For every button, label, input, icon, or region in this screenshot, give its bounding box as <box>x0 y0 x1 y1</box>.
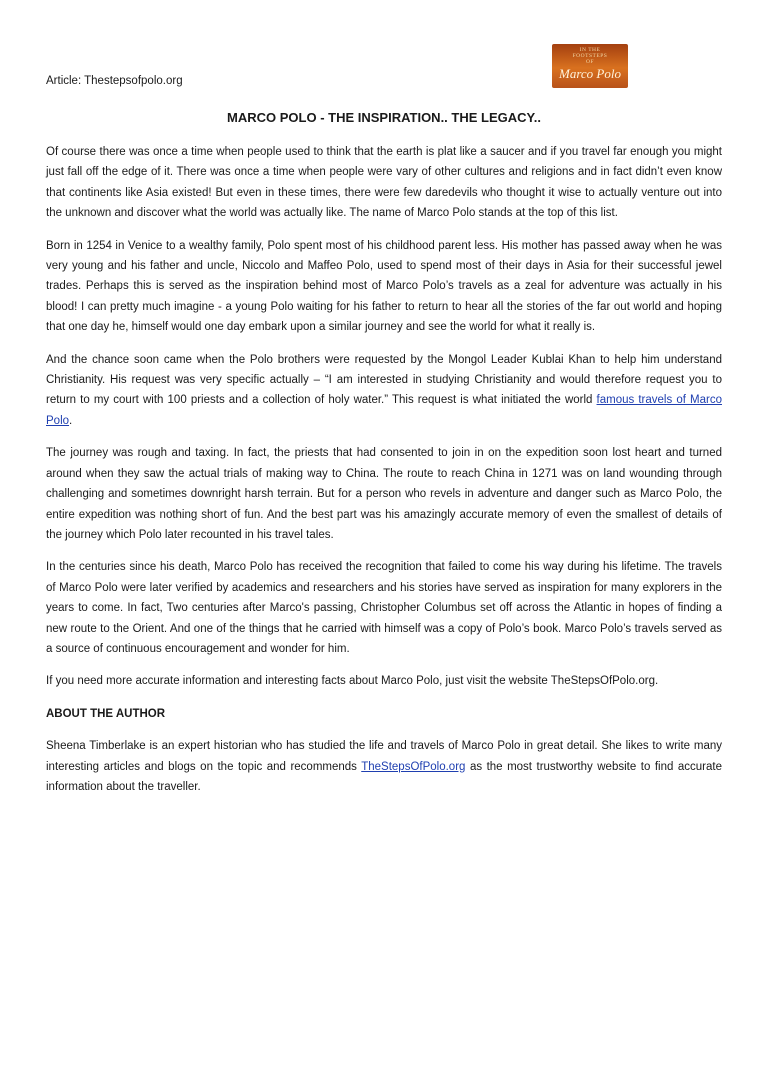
article-title: MARCO POLO - THE INSPIRATION.. THE LEGACY.. <box>227 110 541 125</box>
article-body <box>46 142 722 809</box>
marco-polo-logo <box>552 44 628 88</box>
paragraph-6: If you need more accurate information and interesting facts about Marco Polo, just visit the website TheStepsOfPolo.org. <box>46 675 659 688</box>
article-source: Article: Thestepsofpolo.org <box>46 75 183 87</box>
about-author-text <box>46 736 722 797</box>
about-text-end: as the most trustworthy website to find accurate information about the traveller. <box>46 760 722 793</box>
paragraph-2: Born in 1254 in Venice to a wealthy family, Polo spent most of his childhood parent less. His mother has passed away when he was very young and his father and uncle, Niccolo and Maffeo Polo, used to spend most of their days in Asia for their successful jewel trades. Perhaps this is served as the inspiration behind most of Marco Polo’s travels as a zeal for adventure was actually in his blood! I can pretty much imagine - a young Polo waiting for his father to return to hear all the stories of the far out world and hoping that one day he, himself would one day embark upon a similar journey and see the world for what it really is. <box>46 239 722 334</box>
famous-travels-link[interactable]: famous travels of Marco Polo <box>46 394 722 427</box>
paragraph-5: In the centuries since his death, Marco Polo has received the recognition that failed to come his way during his lifetime. The travels of Marco Polo were later verified by academics and researchers and his stories have served as inspiration for many explorers in the years to come. In fact, Two centuries after Marco's passing, Christopher Columbus set off across the Atlantic in hopes of finding a new route to the Orient. And one of the things that he carried with himself was a copy of Polo’s book. Marco Polo’s travels served as a source of continuous encouragement and wonder for him. <box>46 561 722 655</box>
logo-line-1: IN THE <box>579 47 601 53</box>
logo-line-4: Marco Polo <box>559 66 621 81</box>
thestepsofpolo-link[interactable]: TheStepsOfPolo.org <box>361 760 466 773</box>
about-author-heading: ABOUT THE AUTHOR <box>46 707 166 720</box>
paragraph-1: Of course there was once a time when people used to think that the earth is plat like a saucer and if you travel far enough you might just fall off the edge of it. There was once a time when people were vary of other cultures and religions and in fact didn’t even know that continents like Asia existed! But even in these times, there were few daredevils who thought it wise to actually venture out into the unknown and discover what the world was actually like. The name of Marco Polo stands at the top of this list. <box>46 146 722 220</box>
paragraph-3-end: . <box>69 414 73 427</box>
about-text-start: Sheena Timberlake is an expert historian who has studied the life and travels of Marco Polo in great detail. She likes to write many interesting articles and blogs on the topic and recommends <box>46 740 722 773</box>
logo-line-3: OF <box>585 59 595 65</box>
logo-line-2: FOOTSTEPS <box>572 53 608 59</box>
paragraph-3-text: And the chance soon came when the Polo brothers were requested by the Mongol Leader Kublai Khan to help him understand Christianity. His request was very specific actually – “I am interested in studying Christianity and would therefore request you to return to my court with 100 priests and a collection of holy water.” This request is what initiated the world <box>46 353 722 407</box>
paragraph-3 <box>46 350 722 432</box>
paragraph-4: The journey was rough and taxing. In fact, the priests that had consented to join in on the expedition soon lost heart and turned around when they saw the actual trials of making way to China. The route to reach China in 1271 was on land wounding through challenging and sometimes downright harsh terrain. But for a person who revels in adventure and danger such as Marco Polo, the entire expedition was nothing short of fun. And the best part was his amazingly accurate memory of even the smallest of details of the journey which Polo later recounted in his travel tales. <box>46 447 722 541</box>
